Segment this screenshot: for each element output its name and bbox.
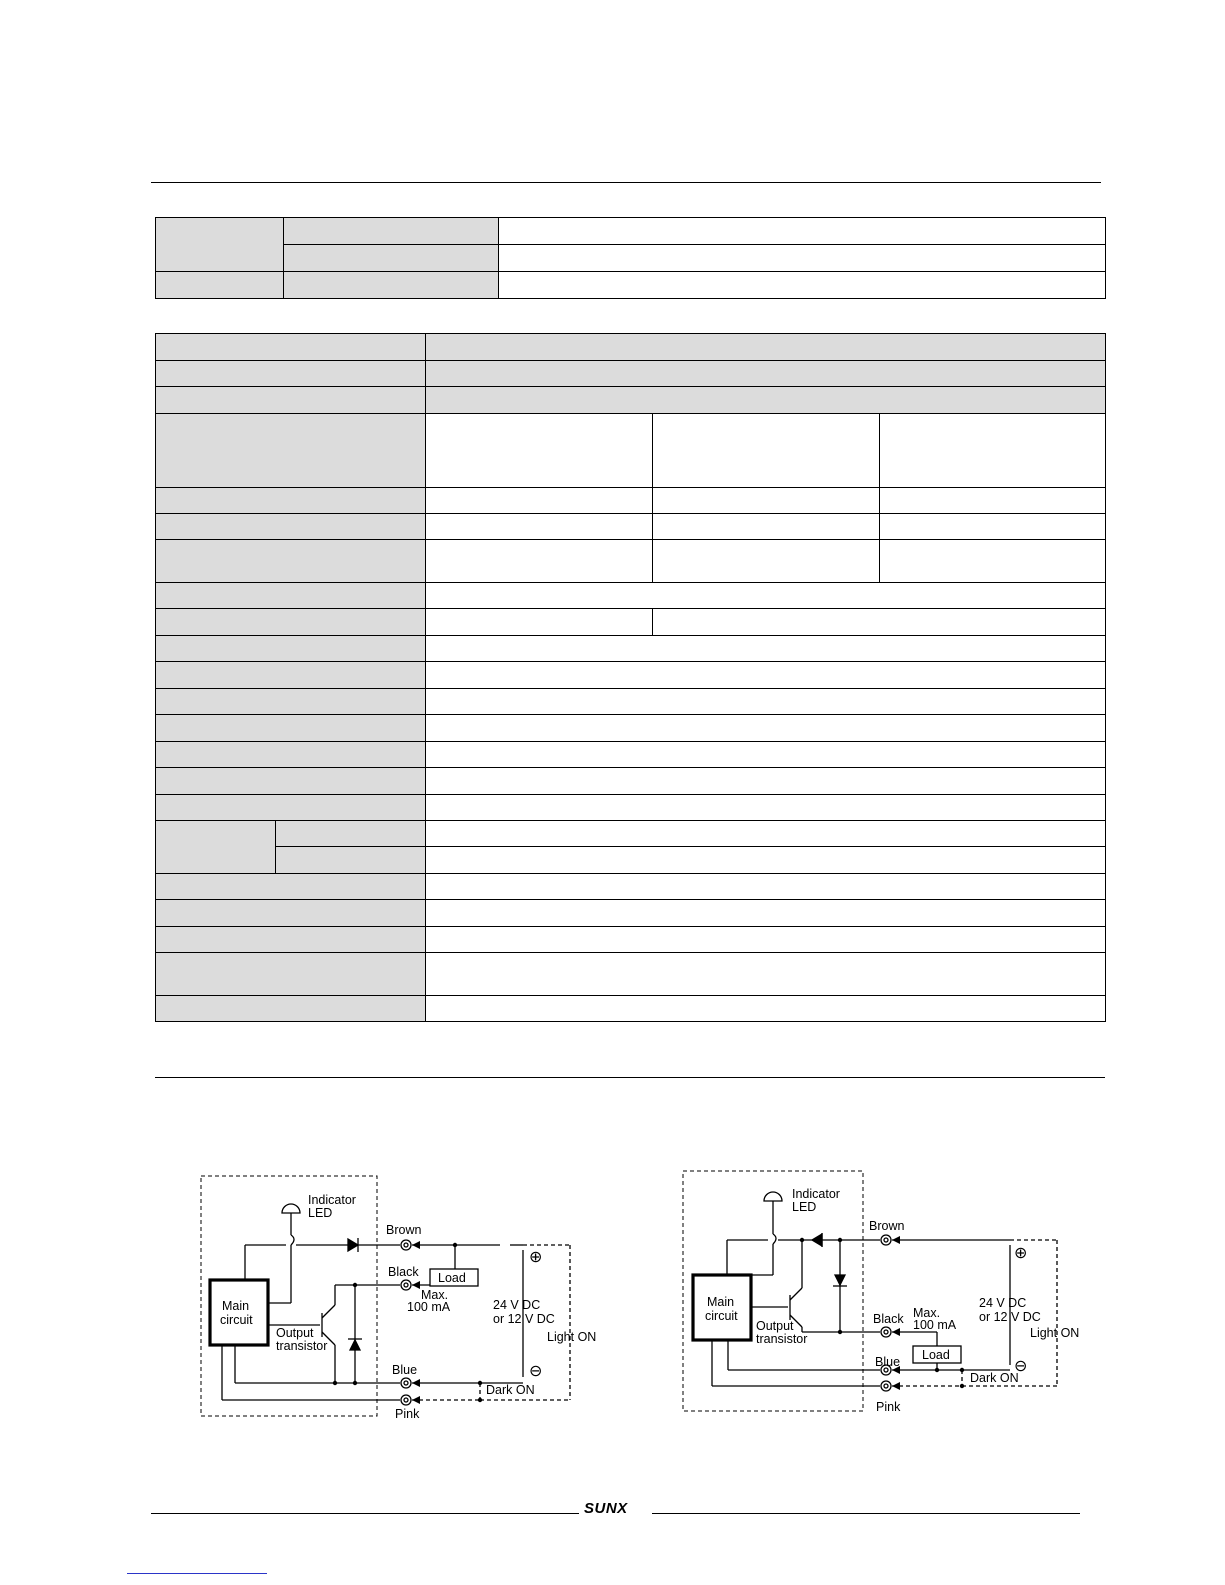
- blue-wire-label: Blue: [875, 1355, 901, 1369]
- spec-label: [156, 609, 426, 636]
- main-circuit-label: circuit: [705, 1309, 738, 1323]
- max-current-label: Max.: [913, 1306, 941, 1320]
- plus-symbol: ⊕: [1014, 1245, 1028, 1262]
- supply-label: 24 V DC: [493, 1298, 541, 1312]
- spec-value: [426, 387, 1106, 414]
- model-table-group-label: [156, 272, 284, 299]
- footer-rule-right: [652, 1513, 1080, 1514]
- spec-value: [426, 414, 653, 488]
- blue-wire-label: Blue: [392, 1363, 418, 1377]
- spec-value: [653, 488, 880, 514]
- spec-value: [880, 414, 1106, 488]
- supply-label: or 12 V DC: [979, 1310, 1041, 1324]
- black-wire-label: Black: [873, 1312, 904, 1326]
- spec-label: [156, 583, 426, 609]
- spec-label: [156, 996, 426, 1022]
- spec-value: [426, 768, 1106, 795]
- spec-value: [426, 514, 653, 540]
- brown-wire-label: Brown: [386, 1223, 422, 1237]
- footer-rule-left: [151, 1513, 579, 1514]
- spec-value: [426, 361, 1106, 387]
- spec-value: [653, 540, 880, 583]
- model-table-sub-label: [284, 245, 499, 272]
- spec-value: [426, 689, 1106, 715]
- spec-value: [880, 514, 1106, 540]
- footer-link-underline: [127, 1573, 267, 1574]
- pink-wire-label: Pink: [876, 1400, 901, 1414]
- spec-label: [156, 874, 426, 900]
- output-transistor-label: Output: [756, 1319, 794, 1333]
- spec-value: [426, 874, 1106, 900]
- spec-value: [653, 514, 880, 540]
- indicator-label: Indicator: [792, 1187, 840, 1201]
- model-table-sub-label: [284, 218, 499, 245]
- spec-value: [426, 953, 1106, 996]
- spec-value: [426, 583, 1106, 609]
- model-table-value: [499, 245, 1106, 272]
- load-label: Load: [438, 1271, 466, 1285]
- brown-wire-label: Brown: [869, 1219, 905, 1233]
- spec-value: [426, 334, 1106, 361]
- spec-value: [880, 488, 1106, 514]
- section-rule: [155, 1077, 1105, 1078]
- spec-label: [156, 927, 426, 953]
- spec-value: [426, 821, 1106, 847]
- model-table-group-label: [156, 218, 284, 272]
- minus-symbol: ⊖: [1014, 1358, 1028, 1375]
- spec-label: [156, 662, 426, 689]
- spec-value: [426, 900, 1106, 927]
- main-circuit-label: circuit: [220, 1313, 253, 1327]
- spec-value: [426, 742, 1106, 768]
- spec-sub-label: [276, 821, 426, 847]
- spec-label: [156, 414, 426, 488]
- spec-label: [156, 742, 426, 768]
- spec-sub-label: [276, 847, 426, 874]
- spec-value: [426, 636, 1106, 662]
- spec-value: [880, 540, 1106, 583]
- spec-value: [426, 927, 1106, 953]
- max-current-label: 100 mA: [407, 1300, 451, 1314]
- spec-label: [156, 387, 426, 414]
- sunx-logo: SUNX: [584, 1500, 628, 1517]
- main-circuit-label: Main: [222, 1299, 250, 1313]
- spec-value: [426, 540, 653, 583]
- output-transistor-label: Output: [276, 1326, 314, 1340]
- indicator-label: LED: [792, 1200, 817, 1214]
- spec-label: [156, 689, 426, 715]
- black-wire-label: Black: [388, 1265, 419, 1279]
- model-table-sub-label: [284, 272, 499, 299]
- light-on-label: Light ON: [547, 1330, 597, 1344]
- output-transistor-label: transistor: [276, 1339, 328, 1353]
- spec-label: [156, 715, 426, 742]
- indicator-label: Indicator: [308, 1193, 356, 1207]
- circuit-diagram-pnp: [672, 1160, 1092, 1425]
- spec-label: [156, 361, 426, 387]
- spec-label: [156, 900, 426, 927]
- load-label: Load: [922, 1348, 950, 1362]
- spec-label: [156, 795, 426, 821]
- output-transistor-label: transistor: [756, 1332, 808, 1346]
- main-circuit-label: Main: [707, 1295, 735, 1309]
- dark-on-label: Dark ON: [486, 1383, 535, 1397]
- spec-value: [653, 609, 1106, 636]
- spec-value: [426, 996, 1106, 1022]
- spec-value: [426, 609, 653, 636]
- spec-value: [426, 662, 1106, 689]
- pink-wire-label: Pink: [395, 1407, 420, 1421]
- minus-symbol: ⊖: [529, 1363, 543, 1380]
- dark-on-label: Dark ON: [970, 1371, 1019, 1385]
- spec-value: [426, 795, 1106, 821]
- circuit-diagram-npn: [190, 1165, 610, 1430]
- plus-symbol: ⊕: [529, 1249, 543, 1266]
- spec-table: [155, 333, 1106, 1022]
- model-table-value: [499, 218, 1106, 245]
- spec-label: [156, 514, 426, 540]
- spec-group-label: [156, 821, 276, 874]
- spec-value: [426, 715, 1106, 742]
- spec-label: [156, 334, 426, 361]
- max-current-label: 100 mA: [913, 1318, 957, 1332]
- model-table-value: [499, 272, 1106, 299]
- top-rule: [151, 182, 1101, 183]
- light-on-label: Light ON: [1030, 1326, 1080, 1340]
- indicator-label: LED: [308, 1206, 333, 1220]
- model-table: [155, 217, 1106, 299]
- spec-label: [156, 768, 426, 795]
- spec-label: [156, 953, 426, 996]
- spec-label: [156, 636, 426, 662]
- spec-label: [156, 488, 426, 514]
- supply-label: or 12 V DC: [493, 1312, 555, 1326]
- spec-value: [653, 414, 880, 488]
- spec-value: [426, 488, 653, 514]
- supply-label: 24 V DC: [979, 1296, 1027, 1310]
- spec-label: [156, 540, 426, 583]
- spec-value: [426, 847, 1106, 874]
- max-current-label: Max.: [421, 1288, 449, 1302]
